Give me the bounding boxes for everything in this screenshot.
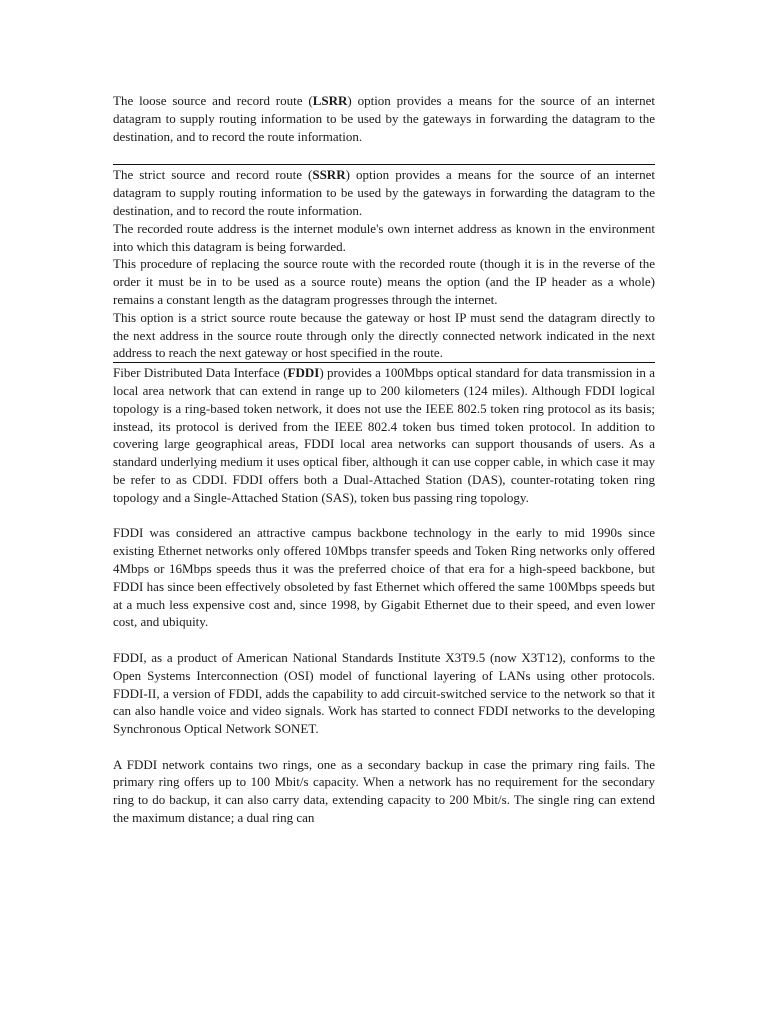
lsrr-paragraph <box>113 92 655 145</box>
section-divider-ssrr <box>113 164 655 165</box>
lsrr-prefix: The loose source and record route ( <box>113 93 313 108</box>
fddi-prefix: Fiber Distributed Data Interface ( <box>113 365 288 381</box>
spacer <box>113 738 655 756</box>
fddi-suffix: ) provides a 100Mbps optical standard for data transmission in a local area network that can extend in range up to 200 kilometers (124 miles). Although FDDI logical topology is a ring-based token network, it does not use the IEEE 802.5 token ring protocol as its basis; instead, its protocol is derived from the IEEE 802.4 token bus timed token protocol. In addition to covering large geographical areas, FDDI local area networks can support thousands of users. As a standard underlying medium it uses optical fiber, although it can use copper cable, in which case it may be refer to as CDDI. FDDI offers both a Dual-Attached Station (DAS), counter-rotating token ring topology and a Single-Attached Station (SAS), token bus passing ring topology. <box>113 365 655 505</box>
fddi-backbone-paragraph: FDDI was considered an attractive campus backbone technology in the early to mid 1990s since existing Ethernet networks only offered 10Mbps transfer speeds and Token Ring networks only offered 4Mbps or 16Mbps speeds thus it was the preferred choice of that era for a high-speed backbone, but FDDI has since been effectively obsoleted by fast Ethernet which offered the same 100Mbps speeds but at a much less expensive cost and, since 1998, by Gigabit Ethernet due to their speed, and even lower cost, and ubiquity. <box>113 525 655 630</box>
ssrr-term: SSRR <box>312 167 346 183</box>
spacer <box>113 631 655 649</box>
ssrr-prefix: The strict source and record route ( <box>113 167 313 183</box>
fddi-ansi-paragraph: FDDI, as a product of American National Standards Institute X3T9.5 (now X3T12), conforms to the Open Systems Interconnection (OSI) model of functional layering of LANs using other protocols. FDDI-II, a version of FDDI, adds the capability to add circuit-switched service to the network so that it can also handle voice and video signals. Work has started to connect FDDI networks to the developing Synchronous Optical Network SONET. <box>113 649 655 737</box>
document-page <box>113 92 655 827</box>
ssrr-strict-route-paragraph: This option is a strict source route because the gateway or host IP must send the datagram directly to the next address in the source route through only the directly connected network indicated in the next address to reach the next gateway or host specified in the route. <box>113 309 655 361</box>
ssrr-paragraph <box>113 166 655 219</box>
spacer <box>113 145 655 164</box>
fddi-rings-paragraph: A FDDI network contains two rings, one as a secondary backup in case the primary ring fails. The primary ring offers up to 100 Mbit/s capacity. When a network has no requirement for the secondary ring to do backup, it can also carry data, extending capacity to 200 Mbit/s. The single ring can extend the maximum distance; a dual ring can <box>113 756 655 826</box>
ssrr-recorded-route-paragraph: The recorded route address is the internet module's own internet address as known in the environment into which this datagram is being forwarded. <box>113 220 655 254</box>
fddi-paragraph <box>113 364 655 506</box>
fddi-term: FDDI <box>287 365 320 381</box>
spacer <box>113 507 655 525</box>
ssrr-suffix: ) option provides a means for the source of an internet datagram to supply routing information to be used by the gateways in forwarding the datagram to the destination, and to record the route information. <box>113 167 655 218</box>
lsrr-suffix: ) option provides a means for the source of an internet datagram to supply routing information to be used by the gateways in forwarding the datagram to the destination, and to record the route information. <box>113 93 656 144</box>
section-divider-fddi <box>113 362 655 363</box>
lsrr-term: LSRR <box>312 93 348 108</box>
ssrr-procedure-paragraph: This procedure of replacing the source route with the recorded route (though it is in the reverse of the order it must be in to be used as a source route) means the option (and the IP header as a whole) remains a constant length as the datagram progresses through the internet. <box>113 256 655 307</box>
